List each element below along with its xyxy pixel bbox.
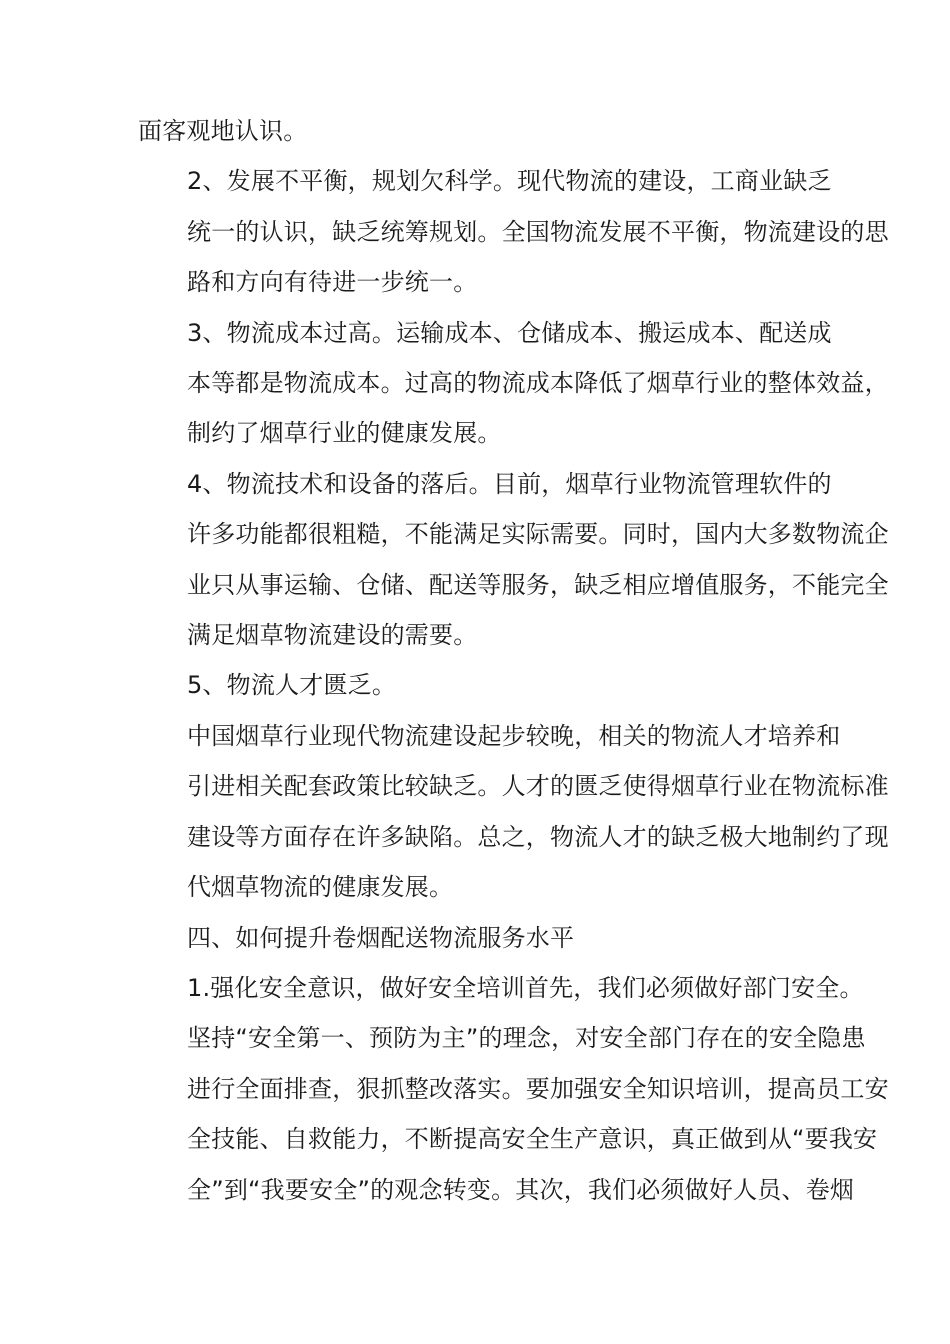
text-line: 四、如何提升卷烟配送物流服务水平 xyxy=(187,923,575,952)
paragraph xyxy=(138,963,889,1215)
text-line: 统一的认识，缺乏统筹规划。全国物流发展不平衡，物流建设的思 xyxy=(187,217,889,246)
text-line: 5、物流人才匮乏。 xyxy=(187,671,397,700)
text-line: 中国烟草行业现代物流建设起步较晚，相关的物流人才培养和 xyxy=(187,721,841,750)
text-line: 本等都是物流成本。过高的物流成本降低了烟草行业的整体效益， xyxy=(187,369,889,398)
text-line: 许多功能都很粗糙，不能满足实际需要。同时，国内大多数物流企 xyxy=(187,520,889,549)
text-line: 全”到“我要安全”的观念转变。其次，我们必须做好人员、卷烟 xyxy=(187,1175,855,1204)
text-line: 建设等方面存在许多缺陷。总之，物流人才的缺乏极大地制约了现 xyxy=(187,822,889,851)
document-body xyxy=(138,106,889,1215)
text-line: 引进相关配套政策比较缺乏。人才的匮乏使得烟草行业在物流标准 xyxy=(187,772,889,801)
text-line: 制约了烟草行业的健康发展。 xyxy=(187,419,502,448)
text-line: 全技能、自救能力，不断提高安全生产意识，真正做到从“要我安 xyxy=(187,1125,878,1154)
text-line: 满足烟草物流建设的需要。 xyxy=(187,621,478,650)
text-line: 代烟草物流的健康发展。 xyxy=(187,873,454,902)
text-line: 4、物流技术和设备的落后。目前，烟草行业物流管理软件的 xyxy=(187,469,832,498)
text-line: 进行全面排查，狠抓整改落实。要加强安全知识培训，提高员工安 xyxy=(187,1074,889,1103)
text-line: 坚持“安全第一、预防为主”的理念，对安全部门存在的安全隐患 xyxy=(187,1024,866,1053)
paragraph xyxy=(138,106,838,156)
text-line: 路和方向有待进一步统一。 xyxy=(187,268,478,297)
text-line: 业只从事运输、仓储、配送等服务，缺乏相应增值服务，不能完全 xyxy=(187,570,889,599)
paragraph xyxy=(138,459,889,661)
text-line: 2、发展不平衡，规划欠科学。现代物流的建设，工商业缺乏 xyxy=(187,167,832,196)
paragraph xyxy=(138,711,889,913)
section-heading xyxy=(138,913,838,963)
paragraph xyxy=(138,308,889,459)
paragraph xyxy=(138,156,889,307)
text-line: 1.强化安全意识，做好安全培训首先，我们必须做好部门安全。 xyxy=(187,973,864,1002)
paragraph xyxy=(138,660,838,710)
text-line: 3、物流成本过高。运输成本、仓储成本、搬运成本、配送成 xyxy=(187,318,832,347)
text-line: 面客观地认识。 xyxy=(138,117,308,145)
